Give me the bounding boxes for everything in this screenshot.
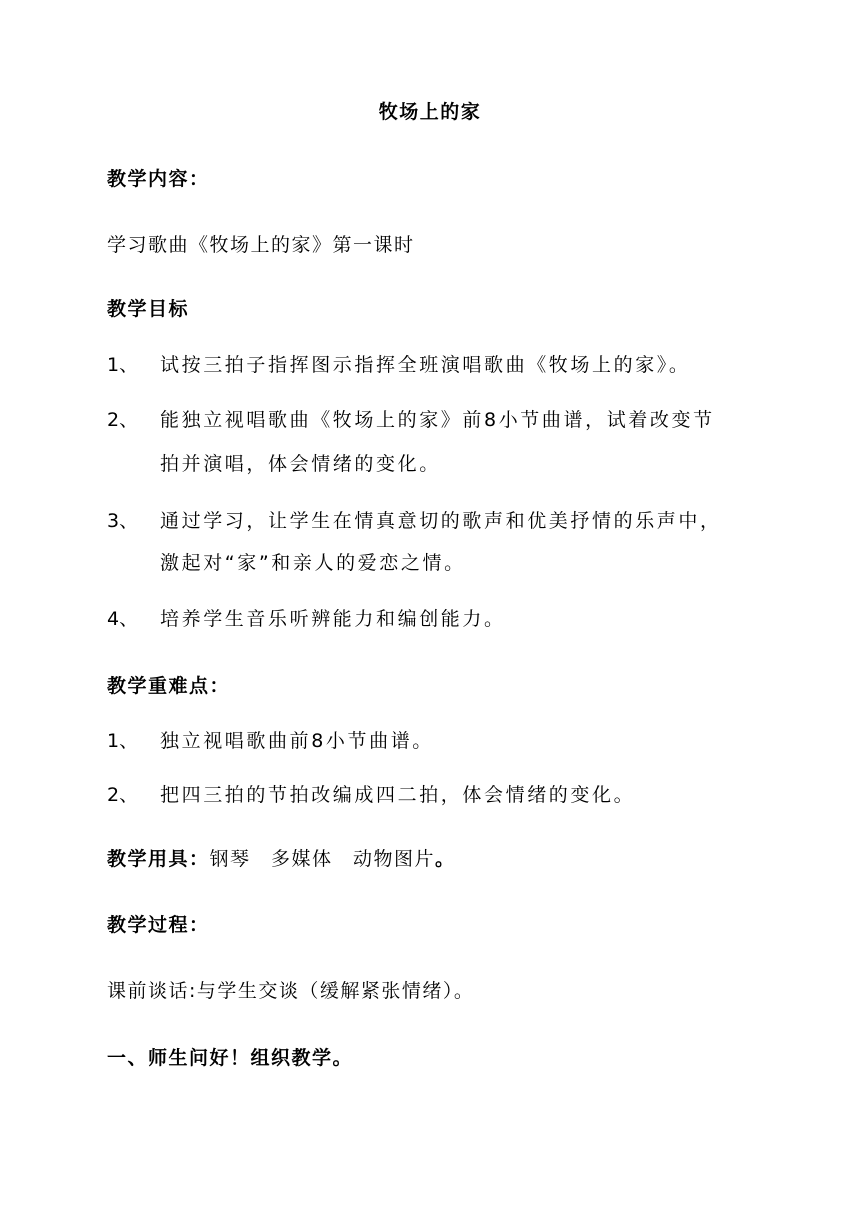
- tools-heading: 教学用具：: [107, 848, 210, 870]
- objective-3-number: 3、: [107, 510, 139, 532]
- objective-4-text: 培养学生音乐听辨能力和编创能力。: [160, 608, 506, 630]
- process-heading: 教学过程：: [107, 914, 210, 936]
- tools-end: 。: [435, 848, 456, 870]
- objective-4-number: 4、: [107, 608, 139, 630]
- tools-text: 钢琴 多媒体 动物图片: [209, 848, 436, 870]
- objective-2-text-cont: 拍并演唱，体会情绪的变化。: [160, 453, 441, 475]
- objective-3-text-cont: 激起对“家”和亲人的爱恋之情。: [160, 552, 466, 574]
- content-heading: 教学内容：: [107, 168, 210, 190]
- difficulty-2-text: 把四三拍的节拍改编成四二拍，体会情绪的变化。: [160, 784, 636, 806]
- objective-1-text: 试按三拍子指挥图示指挥全班演唱歌曲《牧场上的家》。: [160, 354, 691, 376]
- difficulty-heading: 教学重难点：: [107, 675, 231, 697]
- objectives-heading: 教学目标: [107, 298, 190, 320]
- content-text: 学习歌曲《牧场上的家》第一课时: [107, 234, 415, 256]
- difficulty-1-number: 1、: [107, 730, 139, 752]
- document-title: 牧场上的家: [378, 101, 482, 123]
- pre-class-talk: 课前谈话:与学生交谈（缓解紧张情绪）。: [107, 980, 475, 1002]
- difficulty-1-text: 独立视唱歌曲前8小节曲谱。: [160, 730, 434, 752]
- objective-1-number: 1、: [107, 354, 139, 376]
- step-1-heading: 一、师生问好！组织教学。: [107, 1047, 354, 1069]
- objective-2-number: 2、: [107, 409, 139, 431]
- objective-2-text: 能独立视唱歌曲《牧场上的家》前8小节曲谱，试着改变节: [160, 409, 715, 431]
- tools-line: [107, 846, 456, 872]
- objective-3-text: 通过学习，让学生在情真意切的歌声和优美抒情的乐声中，: [160, 510, 722, 532]
- difficulty-2-number: 2、: [107, 784, 139, 806]
